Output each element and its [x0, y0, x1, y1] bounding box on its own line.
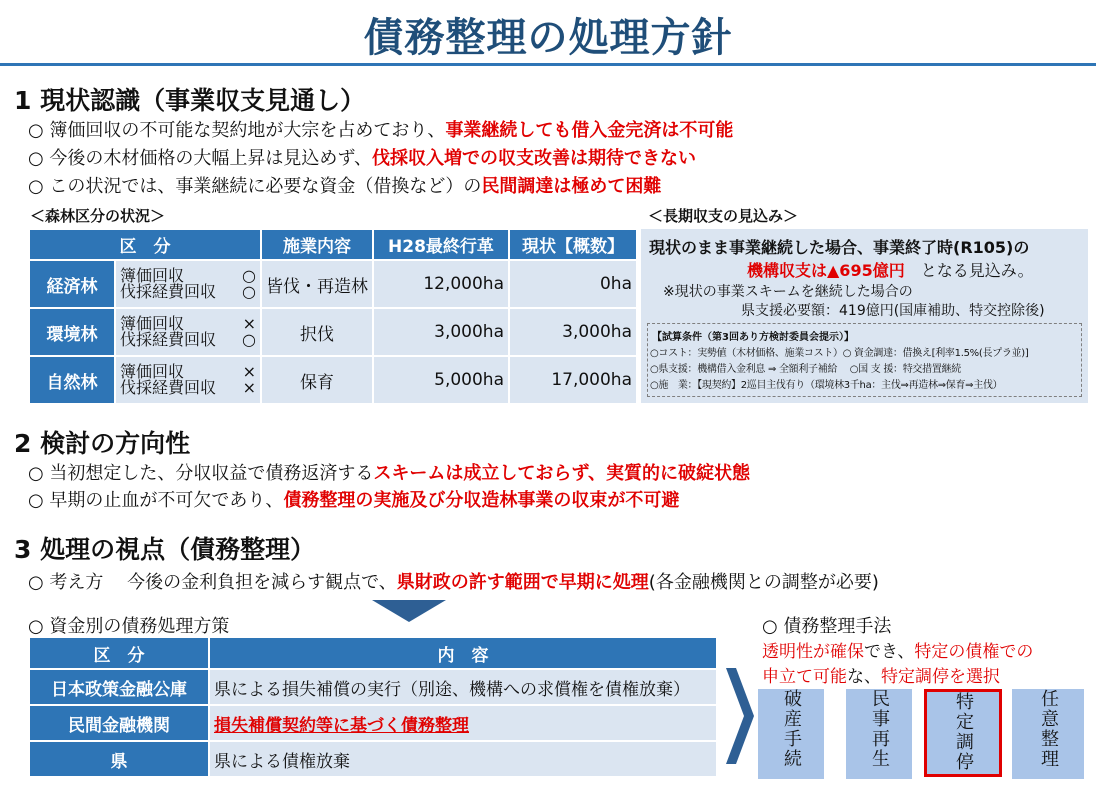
forest-table — [28, 228, 638, 405]
policy-caption: ○ 資金別の債務処理方策 — [28, 616, 230, 637]
forest-row-name: 自然林 — [29, 356, 115, 404]
sec2-bullet-2-text: ○ 早期の止血が不可欠であり、 — [28, 490, 284, 511]
policy-row-content — [209, 705, 717, 741]
method-caption: ○ 債務整理手法 — [762, 616, 892, 637]
policy-row — [29, 669, 717, 705]
criteria-mark: × — [242, 314, 256, 333]
sec2-bullet-1-emphasis: スキームは成立しておらず、実質的に破綻状態 — [373, 463, 750, 484]
conditions-title: 【試算条件（第3回あり方検討委員会提示）】 — [652, 332, 854, 343]
method-mid: な、 — [847, 667, 881, 687]
forest-row-criteria — [115, 260, 261, 308]
method-emph: 特定調停を選択 — [881, 667, 1000, 687]
forest-row-criteria — [115, 308, 261, 356]
conditions-box — [647, 323, 1082, 397]
forest-row-criteria — [115, 356, 261, 404]
method-bankruptcy — [758, 689, 824, 779]
sec3-view-emphasis: 県財政の許す範囲で早期に処理 — [396, 572, 649, 593]
sec2-bullet-2-emphasis: 債務整理の実施及び分収造林事業の収束が不可避 — [283, 490, 680, 511]
policy-row-content: 県による損失補償の実行（別途、機構への求償権を債権放棄） — [209, 669, 717, 705]
policy-row-name: 日本政策金融公庫 — [29, 669, 209, 705]
forest-row-h28: 12,000ha — [373, 260, 509, 308]
forest-row-name: 環境林 — [29, 308, 115, 356]
method-label: 任意整理 — [1038, 689, 1059, 769]
policy-table — [28, 636, 718, 778]
sec1-bullet-2-text: ○ 今後の木材価格の大幅上昇は見込めず、 — [28, 148, 372, 169]
forest-row-h28: 3,000ha — [373, 308, 509, 356]
forest-header-category: 区 分 — [29, 229, 261, 260]
outlook-line-2-post: となる見込み。 — [904, 261, 1034, 280]
criteria-mark: × — [242, 362, 256, 381]
forest-header-row — [29, 229, 637, 260]
section-2-heading: 2 検討の方向性 — [14, 429, 191, 458]
method-label: 破産手続 — [781, 689, 802, 769]
policy-row-name: 県 — [29, 741, 209, 777]
method-civil-rehabilitation — [846, 689, 912, 779]
forest-row — [29, 308, 637, 356]
page-title: 債務整理の処理方針 — [363, 15, 733, 61]
conditions-line: ○コスト：実勢値（木材価格、施業コスト）○ 資金調達：借換え[利率1.5%(長プラ並)] — [650, 348, 1029, 359]
sec3-view — [28, 568, 879, 594]
forest-row-name: 経済林 — [29, 260, 115, 308]
method-voluntary-arrangement — [1012, 689, 1084, 779]
outlook-line-2 — [747, 258, 1034, 281]
method-label: 民事再生 — [869, 689, 890, 769]
section-3-heading: 3 処理の視点（債務整理） — [14, 535, 316, 564]
criteria-label: 伐採経費回収 — [120, 330, 217, 349]
policy-row-content: 県による債権放棄 — [209, 741, 717, 777]
forest-header-work: 施業内容 — [261, 229, 373, 260]
method-text-1 — [762, 637, 1033, 662]
method-mid: でき、 — [864, 642, 915, 662]
policy-header-category: 区 分 — [29, 637, 209, 669]
forest-row-now: 3,000ha — [509, 308, 637, 356]
forest-caption: ＜森林区分の状況＞ — [30, 207, 166, 225]
conditions-line: ○県支援：機構借入金利息 ⇒ 全額利子補給 ○国 支 援：特交措置継続 — [650, 364, 961, 375]
forest-row-h28: 5,000ha — [373, 356, 509, 404]
criteria-label: 簿価回収 — [120, 314, 185, 333]
forest-row-now: 0ha — [509, 260, 637, 308]
criteria-mark: × — [242, 378, 256, 397]
outlook-note-2: 県支援必要額：419億円(国庫補助、特交控除後) — [741, 303, 1045, 319]
policy-row-content-emphasis: 損失補償契約等に基づく債務整理 — [214, 715, 469, 736]
down-arrow-icon — [372, 600, 446, 622]
method-emph: 特定の債権での — [914, 642, 1034, 662]
sec1-bullet-2-emphasis: 伐採収入増での収支改善は期待できない — [372, 148, 696, 169]
forest-row-now: 17,000ha — [509, 356, 637, 404]
method-specific-conciliation — [924, 689, 1002, 777]
forest-row — [29, 260, 637, 308]
sec1-bullet-1 — [28, 116, 733, 142]
criteria-label: 簿価回収 — [120, 362, 185, 381]
criteria-label: 伐採経費回収 — [120, 282, 217, 301]
forest-row-work: 保育 — [261, 356, 373, 404]
policy-header-row — [29, 637, 717, 669]
outlook-note-1: ※現状の事業スキームを継続した場合の — [663, 284, 913, 300]
method-emph: 透明性が確保 — [762, 642, 864, 662]
sec3-view-post: (各金融機関との調整が必要) — [648, 572, 879, 593]
forest-row-work: 択伐 — [261, 308, 373, 356]
right-chevron-icon — [726, 668, 754, 764]
sec1-bullet-1-emphasis: 事業継続しても借入金完済は不可能 — [445, 120, 734, 141]
sec1-bullet-3 — [28, 172, 661, 198]
sec1-bullet-3-text: ○ この状況では、事業継続に必要な資金（借換など）の — [28, 176, 482, 197]
criteria-mark: ○ — [242, 282, 256, 301]
outlook-box — [641, 229, 1088, 403]
sec1-bullet-2 — [28, 144, 696, 170]
policy-header-content: 内 容 — [209, 637, 717, 669]
section-1-heading: 1 現状認識（事業収支見通し） — [14, 86, 366, 115]
policy-row — [29, 705, 717, 741]
sec2-bullet-1-text: ○ 当初想定した、分収収益で債務返済する — [28, 463, 374, 484]
criteria-mark: ○ — [242, 330, 256, 349]
forest-row — [29, 356, 637, 404]
method-label: 特定調停 — [953, 692, 974, 772]
sec2-bullet-1 — [28, 459, 750, 485]
sec1-bullet-1-text: ○ 簿価回収の不可能な契約地が大宗を占めており、 — [28, 120, 446, 141]
title-rule — [0, 63, 1096, 66]
criteria-label: 簿価回収 — [120, 266, 185, 285]
method-emph: 申立て可能 — [762, 667, 847, 687]
outlook-balance: 機構収支は▲695億円 — [747, 261, 905, 280]
policy-row — [29, 741, 717, 777]
sec1-bullet-3-emphasis: 民間調達は極めて困難 — [481, 176, 662, 197]
criteria-label: 伐採経費回収 — [120, 378, 217, 397]
forest-row-work: 皆伐・再造林 — [261, 260, 373, 308]
outlook-caption: ＜長期収支の見込み＞ — [648, 207, 799, 225]
method-text-2 — [762, 662, 1000, 687]
forest-header-now: 現状【概数】 — [509, 229, 637, 260]
conditions-line: ○施 業：【現契約】2巡目主伐有り（環境林3千ha：主伐⇒再造林⇒保育⇒主伐） — [650, 380, 1003, 391]
sec3-view-text: ○ 考え方 今後の金利負担を減らす観点で、 — [28, 572, 397, 593]
policy-row-name: 民間金融機関 — [29, 705, 209, 741]
forest-header-h28: H28最終行革 — [373, 229, 509, 260]
sec2-bullet-2 — [28, 486, 679, 512]
criteria-mark: ○ — [242, 266, 256, 285]
outlook-line-1: 現状のまま事業継続した場合、事業終了時(R105)の — [649, 238, 1030, 257]
